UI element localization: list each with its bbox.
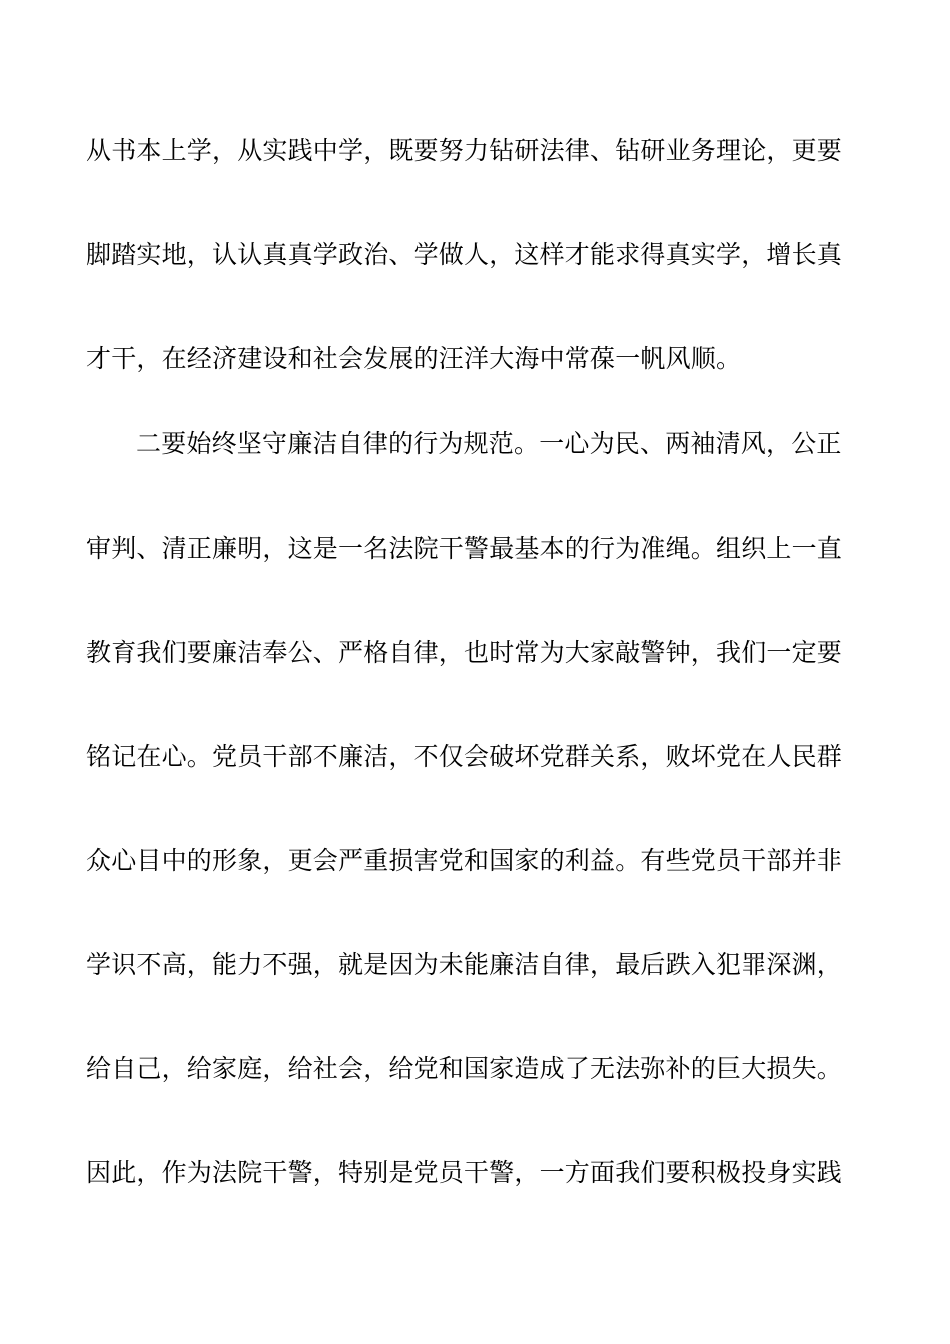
text-line: 脚踏实地，认认真真学政治、学做人，这样才能求得真实学，增长真 — [86, 240, 843, 269]
text-line: 从书本上学，从实践中学，既要努力钻研法律、钻研业务理论，更要 — [86, 136, 843, 165]
text-line: 众心目中的形象，更会严重损害党和国家的利益。有些党员干部并非 — [86, 846, 843, 875]
text-line: 审判、清正廉明，这是一名法院干警最基本的行为准绳。组织上一直 — [86, 534, 843, 563]
text-line: 学识不高，能力不强，就是因为未能廉洁自律，最后跌入犯罪深渊， — [86, 950, 843, 979]
text-line: 教育我们要廉洁奉公、严格自律，也时常为大家敲警钟，我们一定要 — [86, 638, 843, 667]
text-line: 才干，在经济建设和社会发展的汪洋大海中常葆一帆风顺。 — [86, 344, 742, 373]
text-line: 铭记在心。党员干部不廉洁，不仅会破坏党群关系，败坏党在人民群 — [86, 742, 843, 771]
text-line: 给自己，给家庭，给社会，给党和国家造成了无法弥补的巨大损失。 — [86, 1054, 843, 1083]
paragraph-start-line: 二要始终坚守廉洁自律的行为规范。一心为民、两袖清风，公正 — [136, 429, 842, 458]
text-line: 因此，作为法院干警，特别是党员干警，一方面我们要积极投身实践 — [86, 1158, 843, 1187]
